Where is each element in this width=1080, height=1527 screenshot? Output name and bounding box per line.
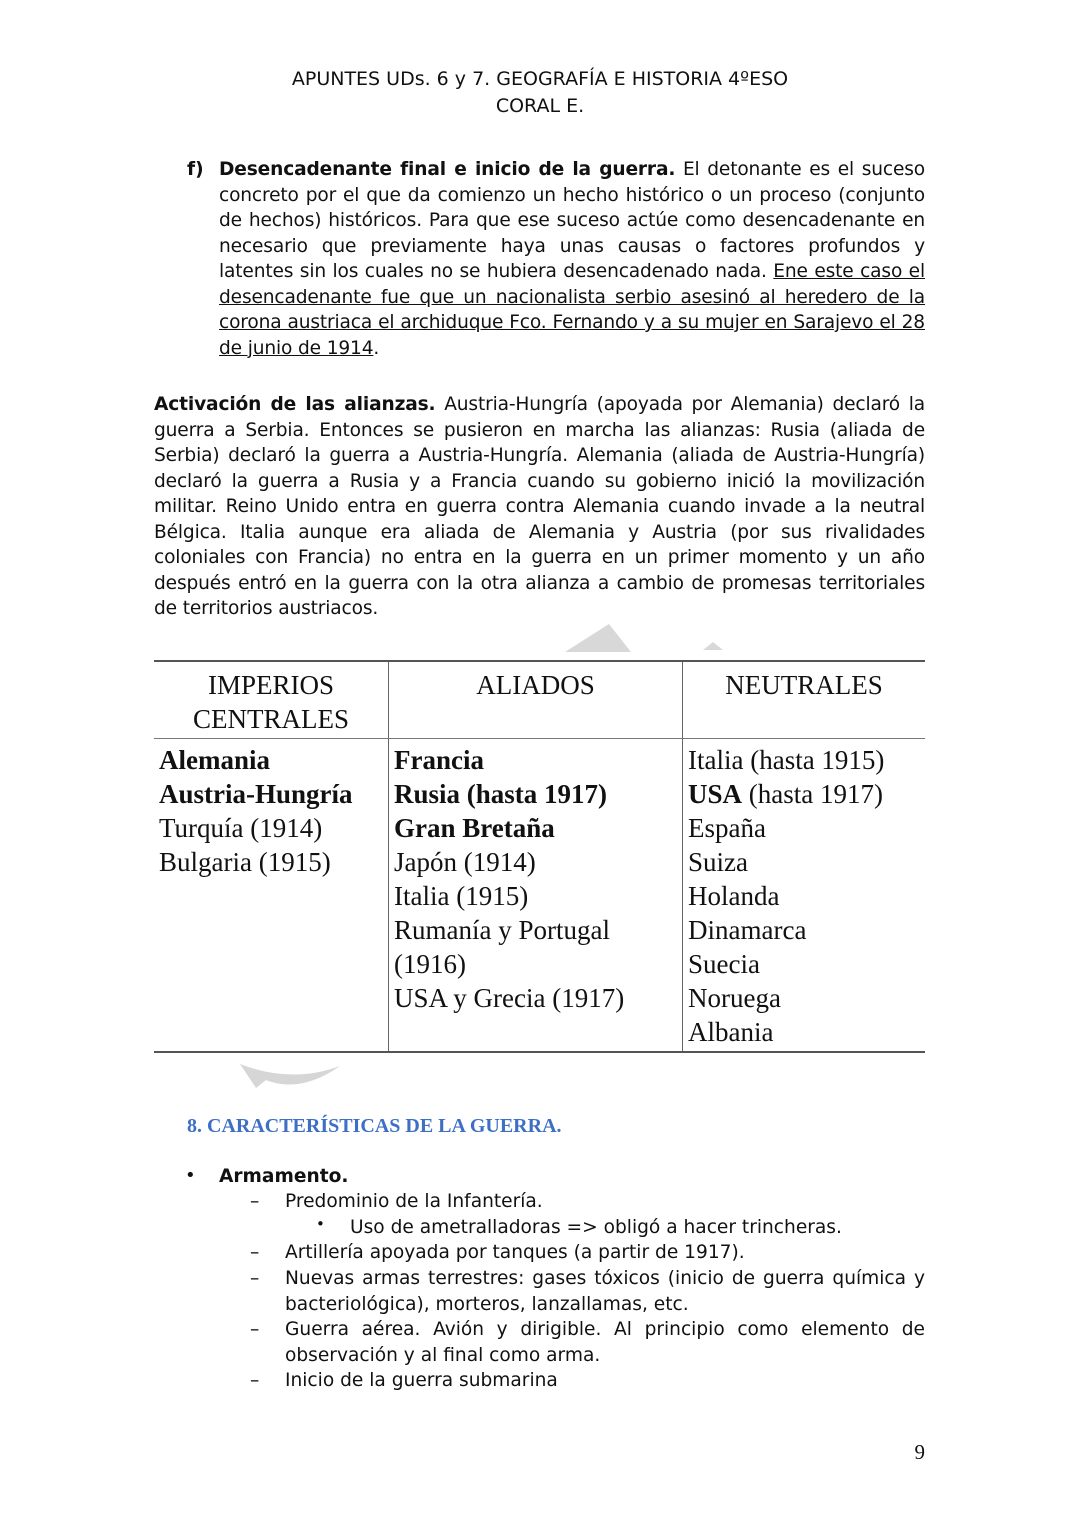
header-neutrals: NEUTRALES [683, 661, 926, 739]
list-item: Turquía (1914) [159, 813, 323, 843]
list-item: Suiza [688, 847, 748, 877]
watermark-arrow-shape [565, 620, 725, 656]
list-item: Artillería apoyada por tanques (a partir de 1917). [285, 1242, 745, 1263]
activation-text: Austria-Hungría (apoyada por Alemania) declaró la guerra a Serbia. Entonces se pusieron en marcha las alianzas: Rusia (aliada de Serbia) declaró la guerra a Austria-Hungría. Alemania (aliada de Austria-Hungría) declaró la guerra a Rusia y a Francia cuando su gobierno inició la movilización militar. Reino Unido entra en guerra contra Alemania cuando invade a la neutral Bélgica. Italia aunque era aliada de Alemania y Austria (por sus rivalidades coloniales con Francia) no entra en la guerra en un primer momento y un año después entró en la guerra con la otra alianza a cambio de promesas territoriales de territorios austriacos. [154, 394, 926, 619]
list-item: Alemania [159, 745, 270, 775]
page-number: 9 [914, 1440, 925, 1464]
list-item: Gran Bretaña [394, 813, 555, 843]
list-item: Predominio de la Infantería. [285, 1191, 543, 1212]
list-item: Suecia [688, 949, 760, 979]
list-item: USA y Grecia (1917) [394, 983, 625, 1013]
section-8-title: 8. CARACTERÍSTICAS DE LA GUERRA. [187, 1115, 562, 1137]
list-item: Japón (1914) [394, 847, 536, 877]
list-item: Dinamarca [688, 915, 807, 945]
table-row [154, 739, 925, 1053]
dash-icon: – [250, 1370, 260, 1391]
page-header [0, 66, 1080, 120]
dash-icon: – [250, 1191, 260, 1212]
list-item: Francia [394, 745, 484, 775]
header-allies: ALIADOS [389, 661, 683, 739]
dash-icon: – [250, 1319, 260, 1340]
table-header-row [154, 661, 925, 739]
list-item: Rumanía y Portugal (1916) [394, 915, 610, 979]
section-f-paragraph [219, 157, 925, 361]
activation-paragraph [154, 392, 925, 622]
bullet-icon: • [316, 1215, 325, 1233]
list-item: Rusia (hasta 1917) [394, 779, 608, 809]
list-item: Holanda [688, 881, 780, 911]
list-item: Bulgaria (1915) [159, 847, 331, 877]
list-item: Italia (hasta 1915) [688, 745, 885, 775]
section-f-marker: f) [187, 159, 204, 180]
list-item: USA (hasta 1917) [688, 779, 883, 809]
list-item: Inicio de la guerra submarina [285, 1370, 558, 1391]
header-title: APUNTES UDs. 6 y 7. GEOGRAFÍA E HISTORIA 4ºESO [291, 68, 789, 90]
neutrals-cell [683, 739, 926, 1053]
bullet-icon: • [185, 1165, 196, 1186]
dash-icon: – [250, 1268, 260, 1289]
activation-title: Activación de las alianzas. [154, 394, 436, 415]
section-f-end: . [373, 337, 380, 359]
list-item: Albania [688, 1017, 774, 1047]
list-item: Guerra aérea. Avión y dirigible. Al principio como elemento de observación y al final como arma. [285, 1319, 925, 1366]
header-central-powers: IMPERIOS CENTRALES [154, 661, 389, 739]
list-item: Austria-Hungría [159, 779, 353, 809]
header-author: CORAL E. [495, 95, 585, 117]
alliances-table [154, 660, 925, 1053]
dash-icon: – [250, 1242, 260, 1263]
list-item: Nuevas armas terrestres: gases tóxicos (inicio de guerra química y bacteriológica), morteros, lanzallamas, etc. [285, 1268, 925, 1315]
allies-cell [389, 739, 683, 1053]
list-item: Uso de ametralladoras => obligó a hacer trincheras. [350, 1217, 842, 1238]
list-item: Noruega [688, 983, 781, 1013]
list-item: Italia (1915) [394, 881, 529, 911]
weapons-heading: Armamento. [219, 1166, 349, 1187]
watermark-curve-shape [236, 1058, 346, 1098]
list-item: España [688, 813, 766, 843]
section-f-underlined: Ene este caso el desencadenante fue que un nacionalista serbio asesinó al heredero de la corona austriaca el archiduque Fco. Fernando y a su mujer en Sarajevo el 28 de junio de 1914 [219, 261, 925, 359]
section-f-title: Desencadenante final e inicio de la guerra. [219, 159, 676, 180]
section-f-text: El detonante es el suceso concreto por el que da comienzo un hecho histórico o un proceso (conjunto de hechos) históricos. Para que ese suceso actúe como desencadenante en necesario que previamente haya unas causas o factores profundos y latentes sin los cuales no se hubiera desencadenado nada. [219, 159, 925, 282]
central-powers-cell [154, 739, 389, 1053]
